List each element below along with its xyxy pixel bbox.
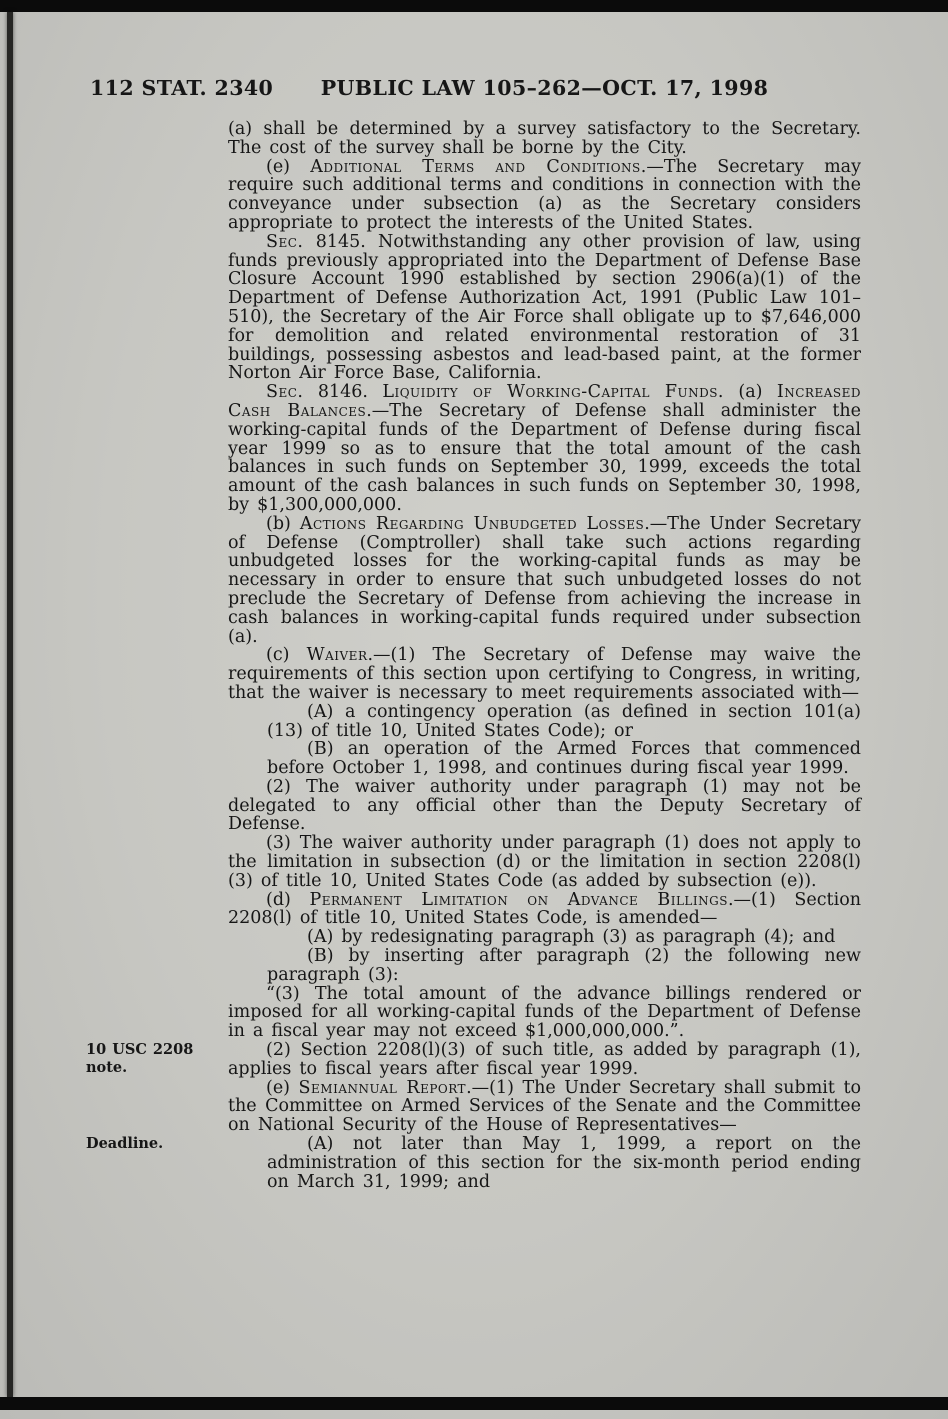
body-text: (e)	[266, 156, 311, 177]
statute-paragraph	[228, 778, 861, 834]
statute-paragraph	[267, 740, 861, 778]
body-text: (d)	[266, 889, 310, 910]
statute-paragraph	[228, 891, 861, 929]
body-text: (2) The waiver authority under paragraph (1) may not be delegated to any official other than the Deputy Secretary of Defense.	[228, 776, 861, 835]
body-text: .—(1) The Secretary of Defense may waive the requirements of this section upon certifying to Congress, in writing, that the waiver is necessary to meet requirements associated with—	[228, 645, 861, 703]
body-text: (A) not later than May 1, 1999, a report on the administration of this section for the six-month period ending on March 31, 1999; and	[267, 1134, 861, 1192]
body-text: (b)	[266, 513, 300, 534]
body-text: (B) an operation of the Armed Forces that commenced before October 1, 1998, and continues during fiscal year 1999.	[267, 739, 861, 779]
small-caps-text: Actions Regarding Unbudgeted Losses	[299, 513, 645, 534]
body-text: (A) by redesignating paragraph (3) as paragraph (4); and	[307, 927, 836, 948]
body-text: .—(1) Section 2208(l) of title 10, United States Code, is amended—	[228, 889, 861, 929]
body-text: .—The Secretary of Defense shall administer the working-capital funds of the Department of Defense during fiscal year 1999 so as to ensure that the total amount of the cash balances in such funds on September 30, 1999, exceeds the total amount of the cash balances in such funds on September 30, 1998, by $1,300,000,000.	[228, 400, 861, 515]
body-text: 8146.	[303, 382, 383, 403]
law-heading: PUBLIC LAW 105–262—OCT. 17, 1998	[320, 76, 769, 100]
body-text: .—The Secretary may require such additional terms and conditions in connection with the conveyance under subsection (a) as the Secretary considers appropriate to protect the interests of the United States.	[228, 156, 861, 233]
statute-paragraph	[267, 947, 861, 985]
body-text: 8145. Notwithstanding any other provision of law, using funds previously appropriated into the Department of Defense Base Closure Account 1990 established by section 2906(a)(1) of the Department of Defense Authorization Act, 1991 (Public Law 101–510), the Secretary of the Air Force shall obligate up to $7,646,000 for demolition and related environmental restoration of 31 buildings, possessing asbestos and lead-based paint, at the former Norton Air Force Base, California.	[228, 231, 861, 384]
scan-bottom-edge	[0, 1397, 948, 1410]
statute-paragraph	[228, 383, 861, 515]
statute-paragraph	[228, 985, 861, 1041]
body-text: .—The Under Secretary of Defense (Comptroller) shall take such actions regarding unbudgeted losses for the working-capital funds as may be necessary in order to ensure that such unbudgeted losses do not preclude the Secretary of Defense from achieving the increase in cash balances in working-capital funds required under subsection (a).	[228, 513, 862, 647]
body-text: “(3) The total amount of the advance billings rendered or imposed for all working-capital funds of the Department of Defense in a fiscal year may not exceed $1,000,000,000.”.	[228, 983, 861, 1042]
stat-page-number: 112 STAT. 2340	[90, 76, 274, 100]
body-text: (e)	[266, 1077, 299, 1098]
margin-note: 10 USC 2208 note.	[86, 1041, 194, 1076]
body-text: .—(1) The Under Secretary shall submit to the Committee on Armed Services of the Senate and the Committee on National Security of the House of Representatives—	[228, 1077, 862, 1136]
statute-paragraph	[228, 646, 861, 702]
statute-paragraph	[228, 120, 861, 158]
small-caps-text: Waiver	[306, 645, 368, 666]
statute-paragraph	[228, 233, 861, 383]
statute-paragraph	[228, 515, 861, 647]
small-caps-text: Liquidity of Working-Capital Funds.	[382, 382, 724, 403]
statute-paragraph	[228, 1041, 861, 1079]
small-caps-text: Permanent Limitation on Advance Billings	[309, 889, 728, 910]
margin-note: Deadline.	[86, 1135, 164, 1153]
small-caps-text: Semiannual Report	[298, 1077, 467, 1098]
body-text: (a) shall be determined by a survey satisfactory to the Secretary. The cost of the survey shall be borne by the City.	[228, 119, 861, 158]
statute-paragraph	[228, 158, 861, 233]
body-text: (3) The waiver authority under paragraph (1) does not apply to the limitation in subsection (d) or the limitation in section 2208(l)(3) of title 10, United States Code (as added by subsection (e)).	[228, 833, 861, 891]
small-caps-text: Additional Terms and Conditions	[310, 156, 641, 177]
small-caps-text: Sec.	[266, 231, 304, 252]
body-text: (B) by inserting after paragraph (2) the following new paragraph (3):	[267, 946, 861, 985]
body-text: (A) a contingency operation (as defined in section 101(a)(13) of title 10, United States Code); or	[267, 701, 861, 741]
scan-left-edge	[7, 12, 13, 1397]
scan-top-edge	[0, 0, 948, 12]
statute-paragraph	[267, 928, 861, 947]
statute-paragraph	[228, 834, 861, 890]
body-text: (2) Section 2208(l)(3) of such title, as added by paragraph (1), applies to fiscal years after fiscal year 1999.	[228, 1040, 861, 1079]
small-caps-text: Sec.	[266, 382, 304, 403]
statute-paragraph	[267, 703, 861, 741]
small-caps-text: Increased Cash Balances	[228, 382, 861, 421]
page-header	[0, 76, 948, 106]
body-text: (a)	[724, 382, 777, 403]
statute-paragraph	[228, 1079, 861, 1135]
statute-paragraph	[267, 1135, 861, 1191]
statute-body	[228, 120, 861, 1191]
body-text: (c)	[266, 645, 307, 666]
